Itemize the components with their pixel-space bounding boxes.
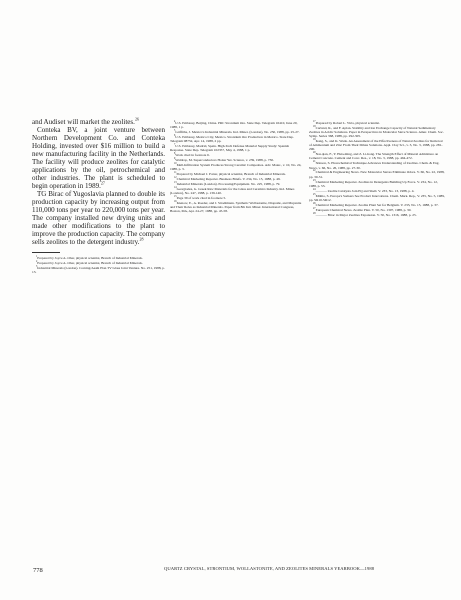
footnote-text: Prepared by Robert L. Virta, physical scientist.: [315, 121, 380, 125]
body-paragraph: [32, 126, 165, 190]
footnote-text: Prepared by Joyce A. Ober, physical scientist, Branch of Industrial Minerals.: [37, 260, 143, 265]
footnote-number: 15: [174, 195, 177, 199]
footnote-number: 27: [313, 206, 316, 210]
page-number: 778: [33, 567, 43, 574]
footnote-text: Milmo, S. Europe's Sudsers See Product Innovations. Chem. Mark. Rep., V. 235, No. 5, 1989, pp. SR10-SR12.: [309, 193, 445, 202]
paragraph-text: TG Birac of Yugoslavia planned to double its production capacity by increasing output from 110,000 tons per year to 220,000 tons per year. The company installed new drying units and made other modifications to the plant to improve the production capacity. The company sells zeolites to the detergent industry.: [32, 190, 165, 246]
middle-column: [170, 121, 302, 214]
footnote: [170, 187, 302, 195]
footnote-text: Waldrop, M. Superconductors Hotter Yet. Science, v. 239, 1988, p. 730.: [175, 158, 274, 163]
footnote-text: Work cited in footnote 6.: [175, 153, 210, 158]
footnote-number: 7: [174, 143, 176, 146]
footnote-number: 3: [36, 264, 38, 268]
footnote-text: Page 39 of work cited in footnote 5.: [176, 196, 227, 201]
footnote-number: 21: [313, 160, 316, 164]
footnote-number: 11: [174, 171, 177, 175]
footnote-number: 10: [174, 162, 177, 166]
footnote: [309, 180, 445, 188]
right-column: [309, 121, 445, 218]
footnote: [309, 152, 445, 160]
footnote-number: 26: [313, 201, 316, 205]
footnote-number: 19: [313, 138, 316, 142]
footnote-text: Industrial Minerals (London). Corning/Asahi Plan TV Glass Joint Venture. No. 251, 1988, p. 13.: [32, 265, 165, 275]
footnote-divider: [32, 252, 60, 253]
footnote: [170, 182, 302, 186]
footnote: [32, 261, 165, 265]
footnote: [309, 208, 445, 212]
footnote: [309, 213, 445, 217]
footnote: [309, 194, 445, 202]
note-reference: 27: [100, 180, 105, 186]
running-footer: QUARTZ CRYSTAL, STRONTIUM, WOLLASTONITE, AND ZEOLITES MINERALS YEARBOOK—1988: [164, 566, 375, 571]
footnote: [309, 121, 445, 125]
footnote-text: Kienow, E., A. Roeder, and J. Stradtmann. Synthetic Wollastonite, Diopside, and Mayenite and Their Roles as Industrial Minerals. Paper from 8th Ind. Miner. International Congress, Boston, MA, Apr. 24-27, 1988, pp. 45-58.: [170, 201, 302, 214]
footnote-number: 4: [174, 119, 176, 123]
paragraph-text: and Audiset will market the zeolites.: [32, 118, 135, 126]
body-paragraph: [32, 118, 165, 126]
footnote: [309, 187, 445, 196]
footnote-text: ———. Zeolite Catalysts Join PQ and Shell. V. 233, No. 13, 1988, p. 4.: [315, 188, 415, 193]
footnote-text: Prepared by Joyce A. Ober, physical scientist, Branch of Industrial Minerals.: [37, 256, 143, 260]
footnote-list: [32, 256, 165, 274]
footnote-text: Carland, R., and F. Aplan. Stability and Ion Exchange Capacity of Natural Sedimentary Zeolites in Acidic Solutions. Paper in Perspectives in Molecular Sieve Science. Amer. Chem. Soc. Symp. Series 368, 1988, pp. 292-305.: [309, 125, 444, 139]
footnote-number: 23: [313, 178, 316, 182]
footnote: [309, 139, 445, 151]
footnote: [170, 177, 302, 181]
body-paragraph: [32, 190, 165, 246]
footnote-text: U.S. Embassy, Beijing, China. PRC Strontium Ore. State Dep. Telegram 16410, June 20, 1988, 1 p.: [170, 121, 298, 130]
footnote: [170, 130, 302, 134]
footnote: [170, 153, 302, 157]
footnote-number: 12: [174, 176, 177, 180]
footnote-number: 25: [313, 192, 316, 196]
paragraph-text: Conteka BV, a joint venture between Northern Development Co. and Conteka Holding, invested over $16 million to build a new manufacturing facility in the Netherlands. The facility will produce zeolites for catalytic applications by the oil, petrochemical and other industries. The plant is scheduled to begin operation in 1989.: [32, 126, 165, 190]
footnote-text: Mell-Infiltration System Produces Strong Ceramic Composites. Adv. Mater., v. 10, No. 24, 1988, p. 3.: [170, 163, 302, 172]
footnote: [170, 158, 302, 162]
footnote-number: 20: [313, 151, 316, 155]
footnote: [32, 256, 165, 260]
footnote-text: Chemical Marketing Reporter. Zeolite Plant Set for Belgium. V. 233, No. 15, 1988, p. 37.: [315, 202, 439, 207]
footnote: [309, 126, 445, 138]
footnote-number: 24: [313, 187, 316, 191]
footnote: [32, 266, 165, 274]
note-reference: 28: [139, 236, 144, 242]
footnote-text: U.S. Embassy, Mexico City, Mexico. Strontium Ore Production in Mexico. State Dep. Telegram 08752, Apr. 14, 1988, 2 pp.: [170, 135, 294, 144]
footnote-list: [309, 121, 445, 217]
footnote-number: 14: [174, 186, 177, 190]
footnote-text: Chemical & Engineering News. New Molecular Sieves Eliminate Odors. V. 66, No. 22, 1988, pp. 30-31.: [309, 170, 445, 179]
footnote: [170, 163, 302, 171]
footnote-number: 28: [313, 211, 316, 215]
footnote-number: 13: [174, 181, 177, 185]
footnote-text: ———. Birac in Major Zeolites Expansion. V. 50, No. 1316, 1988, p. 25.: [315, 212, 417, 217]
footnote-number: 22: [313, 169, 316, 173]
footnote-number: 1: [36, 254, 38, 258]
footnote-text: Nai-qian, F., Y. Hsia-ming, and Z. Li-hong. The Strength Effect of Mineral Admixture on Cement Concrete. Cement and Conc. Res., v. 18, No. 3, 1988, pp. 464-472.: [309, 152, 439, 161]
footnote-number: 16: [174, 200, 177, 204]
footnote-number: 6: [174, 133, 176, 137]
footnote: [309, 170, 445, 178]
footnote-text: European Chemical News. Zeolite Plan. V. 50, No. 1307, 1988, p. 30.: [315, 207, 412, 212]
footnote-text: Chemical Marketing Reporter. Business Briefs. V. 234, No. 15, 1988, p. 49.: [176, 177, 281, 182]
footnote-text: Industrial Minerals (London). Processing/Equipment. No. 225, 1988, p. 79.: [176, 182, 281, 187]
footnote: [170, 121, 302, 129]
footnote-number: 2: [36, 259, 38, 263]
footnote-text: Kang, S., and K. Wada. An Assessment of the Effectiveness of Natural Zeolites for Removal of Ammonium and Zinc From Their Dilute Solutions. Appl. Clay Sci., v. 3, No. 3, 1988, pp. 281-290.: [309, 139, 443, 152]
footnote-text: Griffiths, J. Mexico's Industrial Minerals. Ind. Miner. (London), No. 250, 1988, pp. 25-27.: [175, 130, 300, 135]
footnote: [170, 172, 302, 176]
footnote-number: 5: [174, 128, 176, 132]
footnote: [170, 144, 302, 152]
footnote: [170, 135, 302, 143]
footnote-number: 18: [313, 124, 316, 128]
footnote: [170, 196, 302, 200]
footnote-text: Chemical Marketing Reporter. Zeolites in Detergents Building Up Force. V. 234, No. 12, 1988, p. 53.: [309, 179, 438, 188]
left-column: [32, 118, 165, 275]
note-reference: 26: [134, 116, 139, 122]
footnote: [309, 203, 445, 207]
footnote-number: 17: [313, 119, 316, 123]
footnote-text: U.S. Embassy, Madrid, Spain. High-Tech Defense Material Supply Study: Spanish Response. State Dep. Telegram 102357, May 4, 1988, 1 p.: [170, 144, 290, 153]
footnote-text: Georgiades, G. Greek Raw Materials for the Glass and Ceramics Industry. Ind. Miner. (London), No. 247, 1988, p. 139-140.: [170, 187, 295, 196]
footnote-number: 9: [174, 157, 176, 161]
footnote-text: Prepared by Michael J. Potter, physical scientist, Branch of Industrial Minerals.: [176, 172, 286, 177]
footnote-text: Stinson, S. Photochemical Technique Advances Understanding of Zeolites. Chem. & Eng. News, v. 66, No. 26, 1988, pp. 27-30.: [309, 161, 440, 170]
footnote: [309, 161, 445, 169]
footnote-list: [170, 121, 302, 214]
footnote: [170, 201, 302, 213]
footnote-number: 8: [174, 152, 176, 156]
